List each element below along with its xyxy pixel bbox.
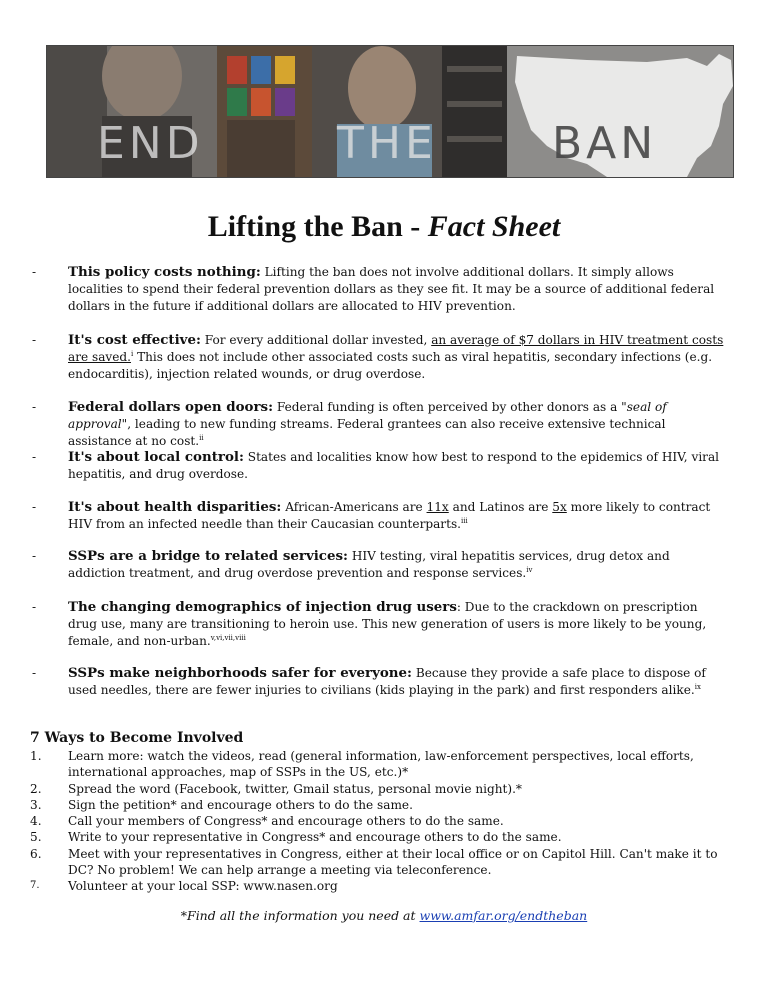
fact-lead: It's cost effective: [68,332,201,348]
way-text: Meet with your representatives in Congress, either at their local office or on Capitol Hill. Can't make it to DC? No problem! We can help arrange a meeting via teleconference. [68,846,718,878]
fact-text: HIV testing, viral hepatitis services, drug detox and addiction treatment, and drug overdose prevention and response services. [68,549,670,580]
fact-item [30,548,730,582]
fact-text: States and localities know how best to respond to the epidemics of HIV, viral hepatitis, and drug overdose. [68,450,720,481]
footer-note [0,908,768,923]
footnote-ref: iii [461,516,468,525]
stat-african-americans: 11x [426,500,449,514]
stat-latinos: 5x [552,500,567,514]
page-title [0,210,768,244]
bullet-dash: - [32,265,37,279]
fact-lead: SSPs are a bridge to related services: [68,548,348,564]
fact-item [30,332,730,383]
bullet-dash: - [32,400,37,414]
fact-item [30,399,730,450]
way-number: 3. [30,797,42,812]
footnote-ref: ix [694,682,701,691]
title-emphasis: Fact Sheet [427,210,561,243]
way-text: Sign the petition* and encourage others to do the same. [68,797,413,812]
bullet-dash: - [32,549,37,563]
footer-text: *Find all the information you need at [180,908,420,923]
footnote-ref: ii [199,433,204,442]
fact-lead: The changing demographics of injection drug users [68,599,457,615]
fact-item [30,599,730,650]
ways-heading: 7 Ways to Become Involved [30,730,244,746]
end-the-ban-banner [46,45,734,178]
fact-lead: SSPs make neighborhoods safer for everyone: [68,665,412,681]
way-item [30,878,730,894]
banner-word-the: THE [337,118,437,169]
banner-word-ban: BAN [552,118,658,169]
banner-word-end: END [97,118,204,169]
fact-lead: Federal dollars open doors: [68,399,274,415]
footnote-ref: i [130,349,134,358]
title-main: Lifting the Ban - [207,210,428,243]
way-text: Learn more: watch the videos, read (general information, law-enforcement perspectives, local efforts, international approaches, map of SSPs in the US, etc.)* [68,749,694,780]
way-item [30,829,730,845]
way-item [30,781,730,797]
fact-text: African-Americans are [281,500,427,514]
fact-text: Lifting the ban does not involve additional dollars. It simply allows localities to spend their federal prevention dollars as they see fit. It may be a source of additional federal dollars in the future if additional dollars are allocated to HIV prevention. [68,265,715,313]
fact-text: Federal funding is often perceived by other donors as a " [273,400,627,414]
cost-savings-statistic: an average of $7 dollars in HIV treatment costs are saved. [68,333,724,364]
fact-text: Because they provide a safe place to dispose of used needles, there are fewer injuries to civilians (kids playing in the park) and first responders alike. [68,666,706,697]
bullet-dash: - [32,500,37,514]
way-number: 4. [30,814,42,829]
ways-list [30,748,730,895]
bullet-dash: - [32,333,37,347]
fact-text: For every additional dollar invested, [200,333,432,347]
way-number: 6. [30,846,42,861]
bullet-dash: - [32,666,37,680]
bullet-dash: - [32,600,37,614]
way-item [30,846,730,879]
fact-text: This does not include other associated costs such as viral hepatitis, secondary infections (e.g. endocarditis), injection related wounds, or drug overdose. [68,350,713,381]
fact-text: more likely to contract HIV from an infected needle than their Caucasian counterparts. [68,500,711,531]
fact-text: ", leading to new funding streams. Federal grantees can also receive extensive technical assistance at no cost. [68,417,666,448]
fact-item [30,264,730,315]
way-number: 1. [30,749,42,763]
fact-item [30,665,730,699]
fact-item [30,449,730,483]
way-number: 2. [30,781,42,796]
way-item [30,813,730,829]
way-item [30,748,730,781]
footnote-ref: iv [526,565,533,574]
amfar-link[interactable]: www.amfar.org/endtheban [419,908,588,923]
way-text: Write to your representative in Congress* and encourage others to do the same. [68,830,562,845]
way-number: 7. [30,880,40,892]
fact-text: : Due to the crackdown on prescription drug use, many are transitioning to heroin use. This new generation of users is more likely to be young, female, and non-urban. [68,600,707,648]
fact-lead: It's about health disparities: [68,499,282,515]
way-text: Spread the word (Facebook, twitter, Gmail status, personal movie night).* [68,781,522,796]
way-text: Volunteer at your local SSP: www.nasen.org [68,879,338,894]
way-text: Call your members of Congress* and encourage others to do the same. [68,814,504,829]
fact-italic: seal of approval [68,400,667,431]
footnote-ref: v,vi,vii,viii [210,633,246,642]
fact-item [30,499,730,533]
way-item [30,797,730,813]
way-number: 5. [30,830,42,845]
fact-lead: It's about local control: [68,449,244,465]
fact-lead: This policy costs nothing: [68,264,261,280]
bullet-dash: - [32,450,37,464]
fact-text: and Latinos are [448,500,553,514]
